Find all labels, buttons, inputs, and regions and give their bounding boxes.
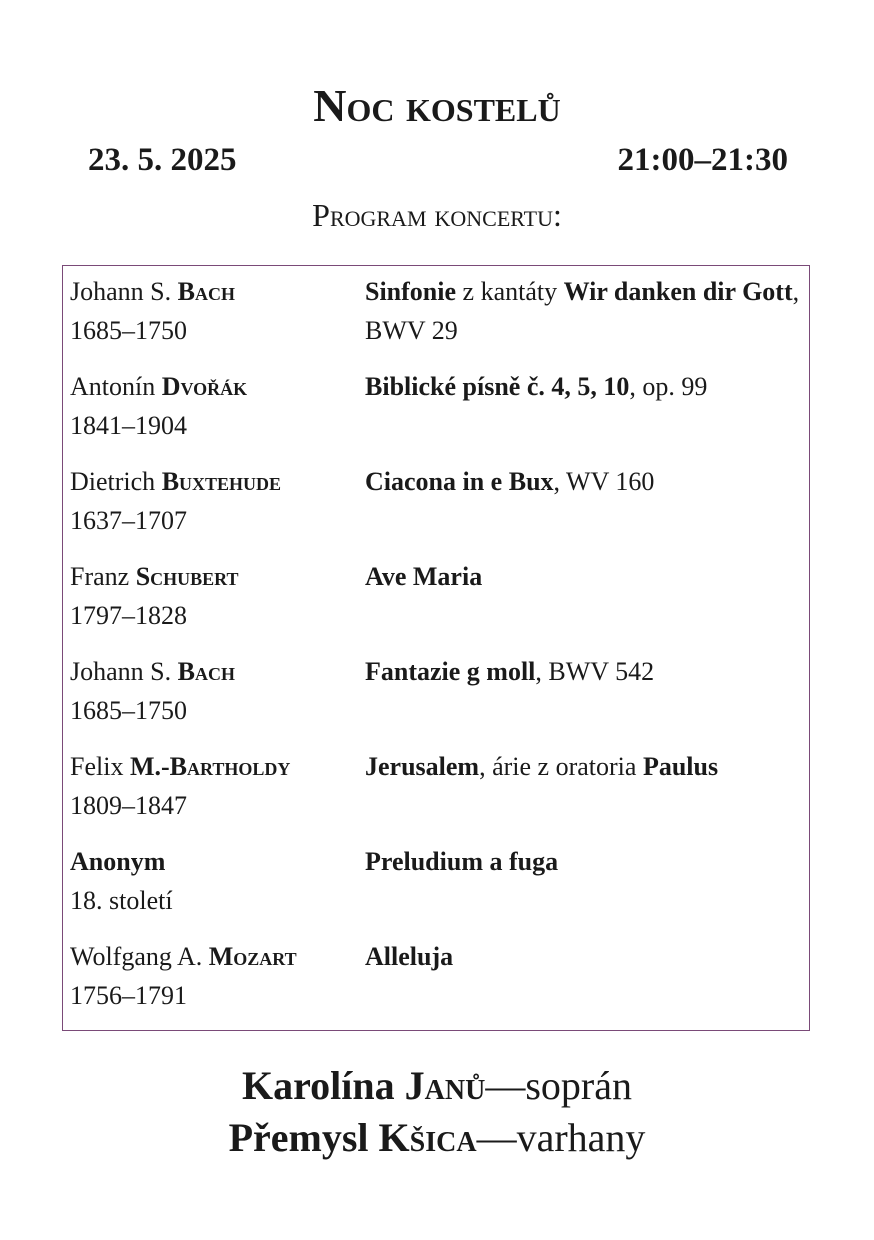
composer [70,272,360,350]
composer-name [70,367,360,406]
performer-role: —varhany [476,1115,646,1160]
program-subtitle: Program koncertu: [312,197,562,233]
program-row [63,937,809,1027]
composer-name [70,272,360,311]
performers [0,1060,874,1164]
composer [70,652,360,730]
work-title [365,652,805,691]
work-part: , op. 99 [629,372,708,401]
composer-years: 1637–1707 [70,506,187,535]
work-part: Paulus [642,752,719,781]
program-row [63,557,809,647]
composer-first-name: Franz [70,562,136,591]
composer-first-name: Wolfgang A. [70,942,209,971]
composer [70,367,360,445]
program-row [63,842,809,932]
work-part: , WV 160 [553,467,655,496]
work-title [365,842,805,881]
performer-first-name: Přemysl [228,1115,379,1160]
composer-first-name: Johann S. [70,657,178,686]
work-part: Jerusalem [365,752,480,781]
composer-years: 1685–1750 [70,316,187,345]
performer-last-name: Kšica [378,1115,477,1160]
work-part: Ciacona in e Bux [365,467,554,496]
program-row [63,747,809,837]
composer-name [70,937,360,976]
page-title: Noc kostelů [313,80,561,131]
work-part: , BWV 542 [535,657,655,686]
composer [70,462,360,540]
program-row [63,272,809,362]
work-title [365,557,805,596]
composer [70,557,360,635]
work-part: Ave Maria [365,562,483,591]
work-title [365,937,805,976]
composer-last-name: Dvořák [161,372,248,401]
composer-last-name: Bach [177,277,235,306]
composer-name [70,652,360,691]
work-part: Fantazie g moll [365,657,536,686]
composer-years: 1809–1847 [70,791,187,820]
work-part: Preludium a fuga [365,847,559,876]
work-title [365,747,805,786]
work-title [365,272,805,350]
event-time: 21:00–21:30 [617,142,788,178]
performer-role: —soprán [485,1063,632,1108]
composer-last-name: Bach [177,657,235,686]
composer [70,937,360,1015]
performer-last-name: Janů [404,1063,486,1108]
composer-last-name: Schubert [135,562,239,591]
program-row [63,462,809,552]
work-part: z kantáty [456,277,564,306]
work-part: Wir danken dir Gott [563,277,793,306]
program-row [63,652,809,742]
composer-first-name: Dietrich [70,467,162,496]
work-part: , BWV 29 [365,277,800,345]
composer-years: 1841–1904 [70,411,187,440]
event-date: 23. 5. 2025 [88,142,237,178]
composer-last-name: Mozart [208,942,297,971]
composer-last-name: Buxtehude [161,467,282,496]
composer-years: 1797–1828 [70,601,187,630]
composer-name [70,557,360,596]
composer-name [70,842,360,881]
composer [70,842,360,920]
work-title [365,367,805,406]
work-part: Biblické písně č. 4, 5, 10 [365,372,630,401]
performer [0,1112,874,1164]
composer [70,747,360,825]
work-title [365,462,805,501]
composer-first-name: Antonín [70,372,162,401]
program-list [62,265,810,1031]
composer-first-name: Johann S. [70,277,178,306]
composer-last-name: Anonym [70,847,166,876]
work-part: Alleluja [365,942,454,971]
composer-years: 18. století [70,886,173,915]
composer-name [70,747,360,786]
composer-first-name: Felix [70,752,130,781]
work-part: , árie z oratoria [479,752,643,781]
composer-last-name: M.-Bartholdy [129,752,291,781]
performer [0,1060,874,1112]
composer-years: 1756–1791 [70,981,187,1010]
composer-years: 1685–1750 [70,696,187,725]
work-part: Sinfonie [365,277,457,306]
composer-name [70,462,360,501]
performer-first-name: Karolína [242,1063,405,1108]
program-row [63,367,809,457]
